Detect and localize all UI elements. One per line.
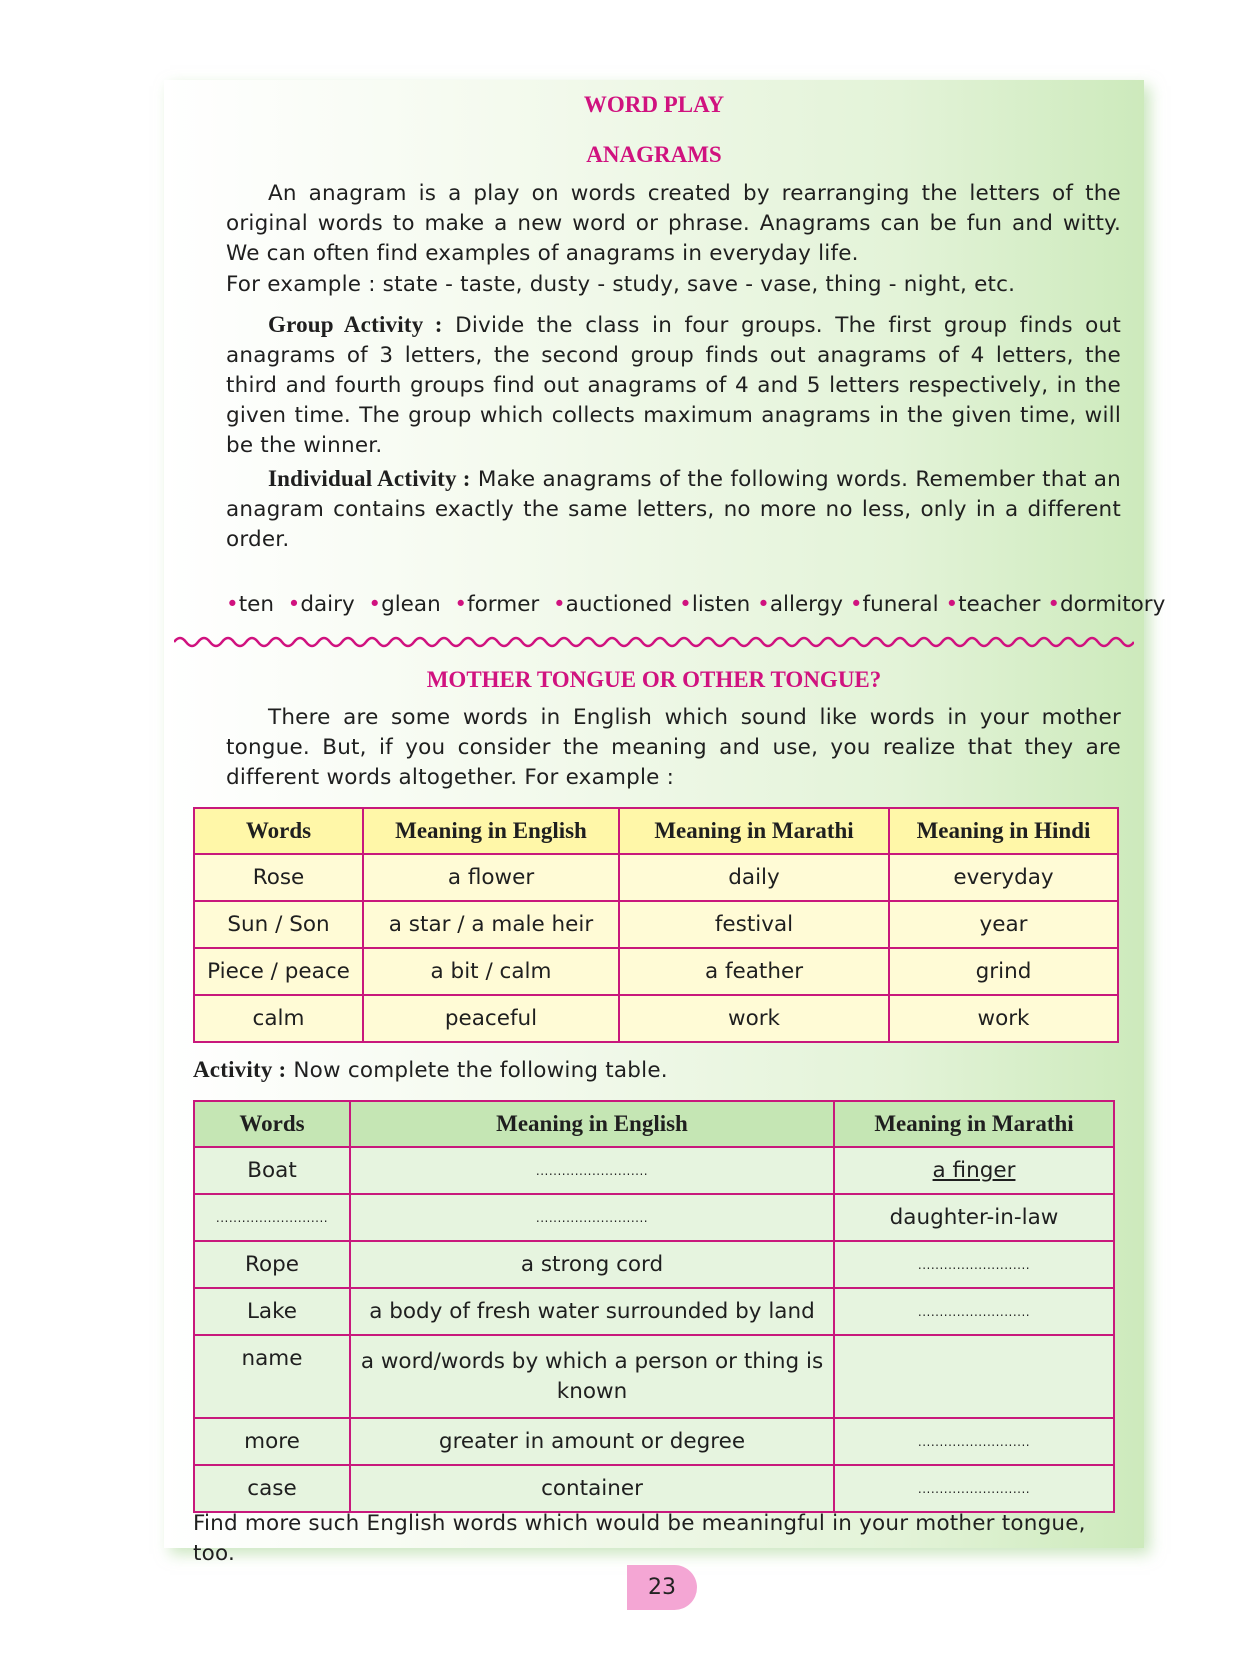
table-header-row bbox=[194, 1101, 1114, 1147]
table-row bbox=[194, 901, 1118, 948]
group-activity bbox=[226, 310, 1121, 461]
table-row bbox=[194, 1194, 1114, 1241]
wavy-divider bbox=[174, 632, 1134, 652]
activity-label: Activity : bbox=[193, 1057, 287, 1082]
blank-cell[interactable]: .......................... bbox=[194, 1194, 350, 1241]
table-row bbox=[194, 1418, 1114, 1465]
activity-text: Now complete the following table. bbox=[293, 1058, 668, 1083]
anagram-word-list bbox=[226, 592, 1166, 617]
closing-instruction: Find more such English words which would be meaningful in your mother tongue, too. bbox=[193, 1511, 1086, 1566]
table-row bbox=[194, 1335, 1114, 1418]
table-cell: festival bbox=[619, 901, 889, 948]
header-meaning-marathi: Meaning in Marathi bbox=[619, 808, 889, 854]
header-meaning-hindi: Meaning in Hindi bbox=[889, 808, 1118, 854]
blank-cell[interactable]: .......................... bbox=[834, 1288, 1114, 1335]
header-words: Words bbox=[194, 1101, 350, 1147]
blank-cell[interactable]: .......................... bbox=[350, 1147, 834, 1194]
section-title-mother-tongue: MOTHER TONGUE OR OTHER TONGUE? bbox=[426, 667, 882, 692]
individual-activity-text: Make anagrams of the following words. Remember that an anagram contains exactly the same letters, no more no less, only in a different order. bbox=[226, 467, 1121, 552]
page-number: 23 bbox=[627, 1565, 697, 1610]
table-row bbox=[194, 1147, 1114, 1194]
table-cell: Boat bbox=[194, 1147, 350, 1194]
table-cell: everyday bbox=[889, 854, 1118, 901]
group-activity-label: Group Activity : bbox=[268, 312, 443, 337]
table-cell: a bit / calm bbox=[363, 948, 619, 995]
table-cell: Rose bbox=[194, 854, 363, 901]
table-cell: Sun / Son bbox=[194, 901, 363, 948]
table-row bbox=[194, 995, 1118, 1042]
table-cell: greater in amount or degree bbox=[350, 1418, 834, 1465]
blank-cell[interactable]: .......................... bbox=[834, 1465, 1114, 1512]
anagram-intro: An anagram is a play on words created by rearranging the letters of the original words to make a new word or phrase. Anagrams can be fun and witty. We can often find examples of anagrams in everyday life. bbox=[226, 181, 1121, 266]
table-cell: grind bbox=[889, 948, 1118, 995]
table-cell: calm bbox=[194, 995, 363, 1042]
header-meaning-marathi: Meaning in Marathi bbox=[834, 1101, 1114, 1147]
individual-activity bbox=[226, 464, 1121, 555]
table-cell: a feather bbox=[619, 948, 889, 995]
header-words: Words bbox=[194, 808, 363, 854]
table-cell: work bbox=[889, 995, 1118, 1042]
word-item: •former bbox=[454, 592, 540, 617]
meanings-table bbox=[193, 807, 1119, 1043]
table-row bbox=[194, 1241, 1114, 1288]
anagram-example: For example : state - taste, dusty - study, save - vase, thing - night, etc. bbox=[226, 272, 1016, 297]
table-cell: a finger bbox=[834, 1147, 1114, 1194]
activity-instruction bbox=[193, 1055, 1093, 1086]
table-cell: Piece / peace bbox=[194, 948, 363, 995]
table-cell: more bbox=[194, 1418, 350, 1465]
table-header-row bbox=[194, 808, 1118, 854]
word-item: •teacher bbox=[945, 592, 1041, 617]
table-cell: a word/words by which a person or thing is known bbox=[350, 1335, 834, 1418]
table-cell: Lake bbox=[194, 1288, 350, 1335]
header-meaning-english: Meaning in English bbox=[350, 1101, 834, 1147]
table-cell: a star / a male heir bbox=[363, 901, 619, 948]
word-item: •ten bbox=[226, 592, 274, 617]
table-cell: a strong cord bbox=[350, 1241, 834, 1288]
word-item: •allergy bbox=[757, 592, 844, 617]
table-cell: container bbox=[350, 1465, 834, 1512]
table-cell: a flower bbox=[363, 854, 619, 901]
table-row bbox=[194, 1288, 1114, 1335]
word-item: •dairy bbox=[287, 592, 355, 617]
section-subtitle: ANAGRAMS bbox=[586, 142, 722, 167]
header-meaning-english: Meaning in English bbox=[363, 808, 619, 854]
section-title: WORD PLAY bbox=[583, 92, 725, 117]
table-cell: Rope bbox=[194, 1241, 350, 1288]
blank-cell[interactable]: .......................... bbox=[834, 1241, 1114, 1288]
blank-cell[interactable]: .......................... bbox=[350, 1194, 834, 1241]
table-cell: daily bbox=[619, 854, 889, 901]
word-item: •auctioned bbox=[552, 592, 673, 617]
word-item: •glean bbox=[368, 592, 441, 617]
group-activity-text: Divide the class in four groups. The first group finds out anagrams of 3 letters, the second group finds out anagrams of 4 letters, the third and fourth groups find out anagrams of 4 and 5 letters respectively, in the given time. The group which collects maximum anagrams in the given time, will be the winner. bbox=[226, 313, 1121, 458]
table-cell: peaceful bbox=[363, 995, 619, 1042]
table-cell: work bbox=[619, 995, 889, 1042]
table-row bbox=[194, 854, 1118, 901]
table-cell: a body of fresh water surrounded by land bbox=[350, 1288, 834, 1335]
table-cell: case bbox=[194, 1465, 350, 1512]
word-item: •funeral bbox=[849, 592, 939, 617]
table-row bbox=[194, 948, 1118, 995]
blank-cell[interactable]: .......................... bbox=[834, 1418, 1114, 1465]
blank-cell[interactable] bbox=[834, 1335, 1114, 1418]
table-row bbox=[194, 1465, 1114, 1512]
mother-tongue-intro: There are some words in English which sound like words in your mother tongue. But, if you consider the meaning and use, you realize that they are different words altogether. For example : bbox=[226, 705, 1121, 790]
table-cell: name bbox=[194, 1335, 350, 1418]
activity-table bbox=[193, 1100, 1115, 1513]
table-cell: daughter-in-law bbox=[834, 1194, 1114, 1241]
word-item: •listen bbox=[679, 592, 751, 617]
word-item: •dormitory bbox=[1047, 592, 1166, 617]
table-cell: year bbox=[889, 901, 1118, 948]
individual-activity-label: Individual Activity : bbox=[268, 466, 471, 491]
